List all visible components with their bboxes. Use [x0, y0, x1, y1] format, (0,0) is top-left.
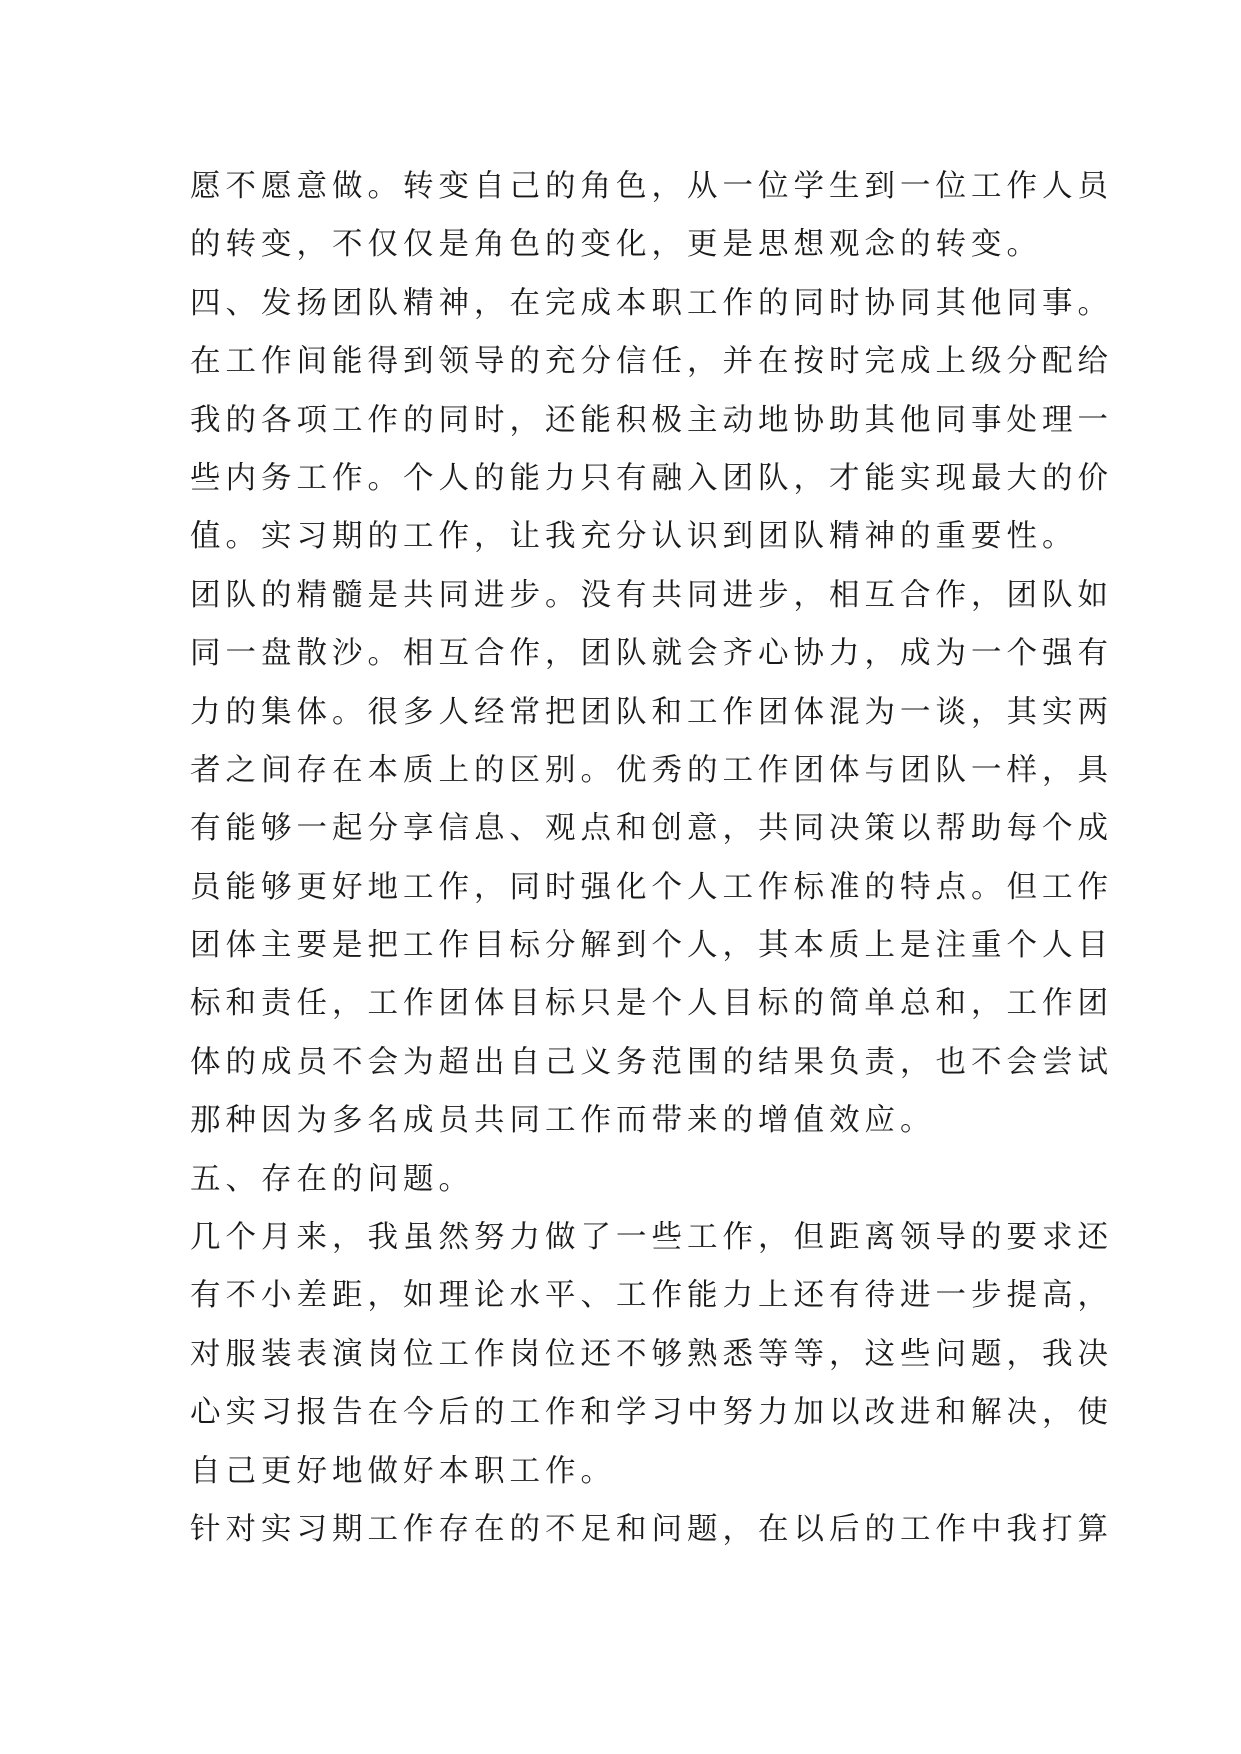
- text-line: 针对实习期工作存在的不足和问题，在以后的工作中我打算: [190, 1511, 1113, 1547]
- text-line: 有能够一起分享信息、观点和创意，共同决策以帮助每个成: [190, 811, 1113, 847]
- text-line: 标和责任，工作团体目标只是个人目标的简单总和，工作团: [190, 986, 1113, 1022]
- text-line: 愿不愿意做。转变自己的角色，从一位学生到一位工作人员: [190, 169, 1113, 204]
- text-line: 同一盘散沙。相互合作，团队就会齐心协力，成为一个强有: [190, 636, 1113, 672]
- text-line: 团体主要是把工作目标分解到个人，其本质上是注重个人目: [190, 928, 1113, 964]
- text-line: 那种因为多名成员共同工作而带来的增值效应。: [190, 1103, 936, 1139]
- section-heading: 四、发扬团队精神，在完成本职工作的同时协同其他同事。: [190, 285, 1113, 321]
- text-line: 力的集体。很多人经常把团队和工作团体混为一谈，其实两: [190, 694, 1113, 730]
- text-line: 值。实习期的工作，让我充分认识到团队精神的重要性。: [190, 519, 1078, 555]
- body-text: [190, 158, 1113, 1559]
- text-line: 我的各项工作的同时，还能积极主动地协助其他同事处理一: [190, 402, 1113, 438]
- text-line: 员能够更好地工作，同时强化个人工作标准的特点。但工作: [190, 869, 1113, 905]
- text-line: 心实习报告在今后的工作和学习中努力加以改进和解决，使: [190, 1395, 1113, 1431]
- text-line: 些内务工作。个人的能力只有融入团队，才能实现最大的价: [190, 460, 1113, 496]
- text-line: 体的成员不会为超出自己义务范围的结果负责，也不会尝试: [190, 1044, 1113, 1080]
- text-line: 团队的精髓是共同进步。没有共同进步，相互合作，团队如: [190, 577, 1113, 613]
- text-line: 对服装表演岗位工作岗位还不够熟悉等等，这些问题，我决: [190, 1336, 1113, 1372]
- text-line: 有不小差距，如理论水平、工作能力上还有待进一步提高，: [190, 1278, 1113, 1314]
- text-line: 的转变，不仅仅是角色的变化，更是思想观念的转变。: [190, 227, 1042, 263]
- text-line: 几个月来，我虽然努力做了一些工作，但距离领导的要求还: [190, 1220, 1113, 1256]
- text-line: 在工作间能得到领导的充分信任，并在按时完成上级分配给: [190, 344, 1113, 380]
- text-line: 者之间存在本质上的区别。优秀的工作团体与团队一样，具: [190, 752, 1113, 788]
- text-line: 自己更好地做好本职工作。: [190, 1453, 616, 1489]
- section-heading: 五、存在的问题。: [190, 1161, 474, 1197]
